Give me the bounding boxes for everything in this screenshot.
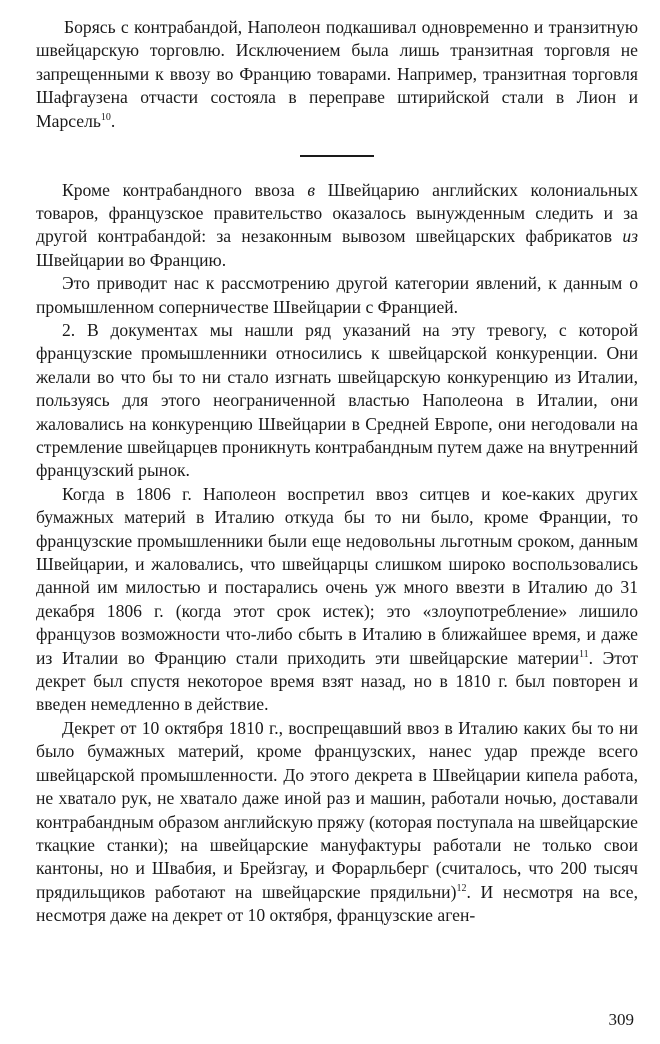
paragraph-5 <box>36 483 638 717</box>
paragraph-2 <box>36 179 638 273</box>
paragraph-2-emphasis-v: в <box>307 179 315 200</box>
paragraph-1-end: . <box>110 110 116 131</box>
paragraph-2-text-a: Кроме контрабандного ввоза <box>62 179 308 200</box>
page-number: 309 <box>608 1010 634 1029</box>
footnote-ref-10[interactable]: 10 <box>100 111 111 123</box>
paragraph-2-text-b: Швейцарию английских колониальных товаров, французское правительство оказалось вынужденным следить и за другой контрабандой: за незаконным вывозом швейцарских фабрикатов <box>36 179 638 247</box>
page-body <box>36 16 638 928</box>
paragraph-6-end: . И несмотря на все, несмотря даже на декрет от 10 октября, французские аген- <box>36 881 638 926</box>
section-body <box>36 179 638 928</box>
paragraph-1 <box>36 16 638 133</box>
footnote-ref-12[interactable]: 12 <box>456 882 467 894</box>
paragraph-5-text: Когда в 1806 г. Наполеон воспретил ввоз ситцев и кое-каких других бумажных материй в Италию откуда бы то ни было, кроме Франции, то французские промышленники были еще недовольны льготным сроком, данным Швейцарии, и жаловались, что швейцарцы слишком широко воспользовались данной им милостью и постарались очень уж много ввезти в Италию до 31 декабря 1806 г. (когда этот срок истек); это «злоупотребление» лишило французов возможности что-либо сбыть в Италию в ближайшее время, и даже из Италии во Францию стали приходить эти швейцарские материи <box>36 483 638 668</box>
paragraph-4: 2. В документах мы нашли ряд указаний на эту тревогу, с которой французские промышленники относились к швейцарской конкуренции. Они желали во что бы то ни стало изгнать швейцарскую конкуренцию из Италии, пользуясь для этого неограниченной властью Наполеона в Италии, они жаловались на конкуренцию Швейцарии в Средней Европе, они негодовали на стремление швейцарцев проникнуть контрабандным путем даже на внутренний французский рынок. <box>36 319 638 481</box>
footnote-ref-11[interactable]: 11 <box>579 648 589 660</box>
paragraph-2-emphasis-iz: из <box>622 226 638 247</box>
paragraph-3: Это приводит нас к рассмотрению другой категории явлений, к данным о промышленном соперничестве Швейцарии с Францией. <box>36 273 638 317</box>
section-separator <box>300 155 374 157</box>
paragraph-1-text: Борясь с контрабандой, Наполеон подкашивал одновременно и транзитную швейцарскую торговлю. Исключением была лишь транзитная торговля не запрещенными к ввозу во Францию товарами. Например, транзитная торговля Шафгаузена отчасти состояла в переправе штирийской стали в Лион и Марсель <box>36 17 638 131</box>
paragraph-6 <box>36 717 638 928</box>
paragraph-6-text: Декрет от 10 октября 1810 г., воспрещавший ввоз в Италию каких бы то ни было бумажных материй, кроме французских, нанес удар прежде всего швейцарской промышленности. До этого декрета в Швейцарии кипела работа, не хватало рук, не хватало даже иной раз и машин, работали ночью, доставали контрабандным образом английскую пряжу (которая поступала на швейцарские ткацкие станки); на швейцарские мануфактуры работали не только свои кантоны, но и Швабия, и Брейзгау, и Форарльберг (считалось, что 200 тысяч прядильщиков работают на швейцарские прядильни) <box>36 717 638 902</box>
paragraph-5-end: . Этот декрет был спустя некоторое время взят назад, но в 1810 г. был повторен и введен немедленно в действие. <box>36 647 639 715</box>
paragraph-2-text-c: Швейцарии во Францию. <box>36 249 227 270</box>
